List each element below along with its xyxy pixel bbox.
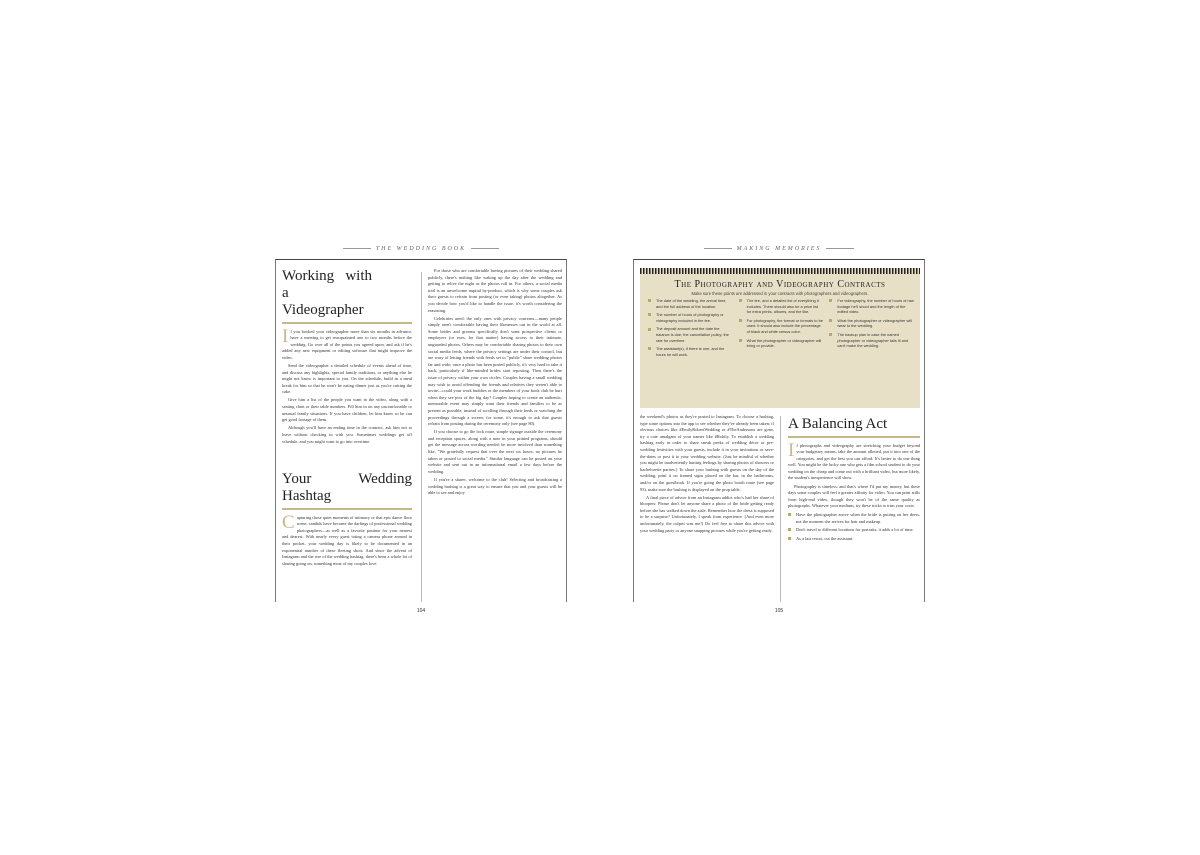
sidebar-column: [648, 298, 733, 360]
paragraph: Celebrities aren't the only ones with privacy concerns—many people simply aren't comfortable having their likenesses out in the world at all. Some brides and grooms specifically don't want prospective clients or employers (or exes, for that matter) having access to their intimate, unguarded photos. Others may be comfortable sharing photos to their own social media feeds, where the privacy settings are under their control, but are wary of letting friends with feeds set to "public" share wedding photos far and wide; once a photo has been posted publicly, it's very hard to take it back, particularly if like-minded brides start reposting. Then there's the issue of privacy within your own circles. Couples having a small wedding may wish to avoid offending the friends and relatives they weren't able to invite—could your work buddies or the members of your book club be hurt when they see pics of the big day? Couples hoping to create an authentic, memorable event may simply want their friends and families to be as present as possible, instead of scrolling through their feeds or watching the proceedings through a screen; for some, it's enough to ask that guests refrain from posting during the ceremony only (see page 80).: [428, 315, 562, 427]
ornament-left: [704, 248, 732, 249]
sidebar-item: The date of the wedding, the arrival time, and the full address of the location.: [648, 298, 733, 309]
square-bullet-icon: [829, 299, 832, 302]
sidebar-item: The fee, and a detailed list of everything it includes. There should also be a price list for extra prints, albums, and the like.: [739, 298, 824, 315]
square-bullet-icon: [739, 319, 742, 322]
dropcap: I: [282, 325, 289, 347]
sidebar-column: [739, 298, 824, 360]
ornament-left: [343, 248, 371, 249]
sidebar-item: The assistant(s), if there is one, and the hours he will work.: [648, 346, 733, 357]
sidebar-column: [829, 298, 914, 360]
sidebar-item: The number of hours of photography or videography included in the fee.: [648, 312, 733, 323]
paragraph: If photographs and videography are stretching your budget beyond your budgetary means, take the amount allotted, put it into one of the categories, and get the best you can afford. It's better to do one thing well. You might be the lucky one who gets a film school student to do your wedding on the cheap and come out with a brilliant video, but more likely, the student's inexperience will show.: [788, 439, 920, 481]
title-rule: [788, 436, 920, 438]
square-bullet-icon: [829, 319, 832, 322]
bullet-item: As a last resort, cut the assistant.: [788, 536, 920, 543]
sidebar-subtitle: Make sure these points are addressed in your contracts with photographers and videographers.: [691, 291, 869, 296]
paragraph: Capturing those quiet moments of intimacy or that epic dance floor scene, candids have become the darlings of professional wedding photographers—as well as a favorite pastime for your nearest and dearest. With nearly every guest toting a camera phone around in their pocket, your wedding day is likely to be documented in an exponential number of these fleeting shots. And since the advent of Instagram and the rise of the wedding hashtag, there's been a whole lot of sharing going on, something most of my couples love.: [282, 511, 412, 566]
paragraph: For those who are comfortable having pictures of their wedding shared publicly, there's nothing like waking up the day after the wedding and getting to relive the night as the photos roll in. For others, a social media trail is an unwelcome nuptial by-product, which is why some couples ask their guests to refrain from posting (or even taking) photos altogether. As you decide how you'd like to handle the issue, it's worth considering the reasoning.: [428, 268, 562, 313]
page-frame: [633, 259, 925, 602]
section-title: Your Wedding Hashtag: [282, 471, 412, 505]
running-head: [633, 242, 925, 256]
square-bullet-icon: [648, 313, 651, 316]
contracts-sidebar: [640, 268, 920, 408]
sidebar-item: The deposit amount and the date the balance is due; the cancellation policy; the rate for overtime.: [648, 326, 733, 343]
bullet-item: Don't travel to different locations for portraits; it adds a lot of time.: [788, 527, 920, 534]
section-title: Working with a Videographer: [282, 268, 372, 318]
square-bullet-icon: [788, 513, 791, 516]
sidebar-item: For photography, the format or formats to be used. It should also include the percentage of black and white versus color.: [739, 318, 824, 335]
paragraph: Although you'll have an ending time in the contract, ask him not to leave without checking in with you. Sometimes weddings get off schedule, and you might want to go into overtime.: [282, 425, 412, 444]
left-column: [640, 414, 774, 536]
page-number: 105: [774, 608, 784, 614]
ornament-right: [471, 248, 499, 249]
square-bullet-icon: [788, 528, 791, 531]
page-frame: [275, 259, 567, 602]
right-page: [633, 242, 925, 614]
paragraph: Photography is timeless, and that's where I'd put my money, but these days some couples will feel a greater affinity for video. You can print stills from high-end video, though they won't be of the same quality as photographs. Whatever your medium, try these tricks to trim your costs:: [788, 483, 920, 509]
right-column: [788, 416, 920, 544]
sidebar-title: The Photography and Videography Contracts: [674, 279, 886, 290]
square-bullet-icon: [648, 328, 651, 331]
dropcap: I: [788, 439, 795, 461]
paragraph: If you booked your videographer more than six months in advance, have a meeting to get reacquainted one to two months before the wedding. Go over all of the points you agreed upon, and ask if he's added any new equipment or editing software that might improve the video.: [282, 325, 412, 360]
paragraph: If you choose to go the lock route, simple signage outside the ceremony and reception spaces, along with a note in your printed programs, should get the message across wording needn't be more involved than something like, "We gratefully request that over the next six hours, no pictures be taken or posted to social media." Similar language can be posted on your website and sent out in an informational email a few days before the wedding.: [428, 429, 562, 474]
title-rule: [282, 322, 412, 324]
sidebar-stripe: [640, 268, 920, 274]
left-column: [282, 268, 412, 569]
square-bullet-icon: [739, 299, 742, 302]
square-bullet-icon: [648, 347, 651, 350]
ornament-right: [826, 248, 854, 249]
square-bullet-icon: [829, 333, 832, 336]
paragraph: the weekend's photos as they're posted to Instagram. To choose a hashtag, type some options into the app to see whether they've already been taken; if obvious choices like #EmilyRobertWedding or #TheAndersons are gone, try a cute amalgam of your names like #Robily. To establish a wedding hashtag early in order to share sneak peeks of wedding décor or pre-wedding festivities with your guests, include it in your invitations or save-the-dates or post it to your wedding website. (Just be mindful of whether you might be inadvertently hurting feelings by sharing photos of showers or bachelorette parties.) To share your hashtag with guests on the day of the wedding, print it on framed signs placed on the bar, in the bathrooms, and/or on the guestbook. If you're going the photo booth route (see page 93), make sure the hashtag is displayed on the prop table.: [640, 414, 774, 492]
title-rule: [282, 508, 412, 510]
paragraph: Send the videographer a detailed schedule of events ahead of time, and discuss any highlights, special family traditions, or anything else he might not know is important to you. On the schedule, build in a meal break for him so that he won't be eating dinner just as you're cutting the cake.: [282, 362, 412, 395]
page-number: 104: [416, 608, 426, 614]
left-page: [275, 242, 567, 614]
running-head-text: THE WEDDING BOOK: [375, 246, 467, 252]
dropcap: C: [282, 511, 295, 533]
paragraph: If you're a sharer, welcome to the club! Selecting and broadcasting a wedding hashtag is a great way to ensure that you and your guests will be able to see and enjoy: [428, 476, 562, 496]
square-bullet-icon: [788, 537, 791, 540]
column-divider: [421, 272, 422, 602]
paragraph: A final piece of advice from an Instagram addict who's had her share of bloopers: Please don't let anyone share a photo of the bride getting ready before she has walked down the aisle. Remember how the dress is supposed to be a surprise? Unfortunately, I speak from experience. (And even more unfortunately, the culprit was me!) Do feel free to share this advice with your wedding party or anyone snapping pictures while you're getting ready.: [640, 494, 774, 533]
sidebar-columns: [648, 298, 914, 360]
paragraph: Give him a list of the people you want in the video, along with a seating chart or their table numbers. Fill him in on any uncomfortable or unusual family situations. If you have children, let him know so he can get good footage of them.: [282, 397, 412, 423]
bullet-item: Have the photographer arrive when the bride is putting on her dress, not the moment she arrives for hair and makeup.: [788, 512, 920, 525]
right-column: [428, 268, 562, 498]
square-bullet-icon: [648, 299, 651, 302]
sidebar-item: For videography, the number of hours of raw footage he'll shoot and the length of the edited video.: [829, 298, 914, 315]
running-head-text: MAKING MEMORIES: [736, 246, 822, 252]
sidebar-item: The backup plan in case the named photographer or videographer falls ill and can't make the wedding.: [829, 332, 914, 349]
square-bullet-icon: [739, 339, 742, 342]
sidebar-item: What the photographer or videographer will bring or provide.: [739, 338, 824, 349]
section-title: A Balancing Act: [788, 416, 888, 432]
column-divider: [780, 416, 781, 602]
running-head: [275, 242, 567, 256]
sidebar-item: What the photographer or videographer will wear to the wedding.: [829, 318, 914, 329]
